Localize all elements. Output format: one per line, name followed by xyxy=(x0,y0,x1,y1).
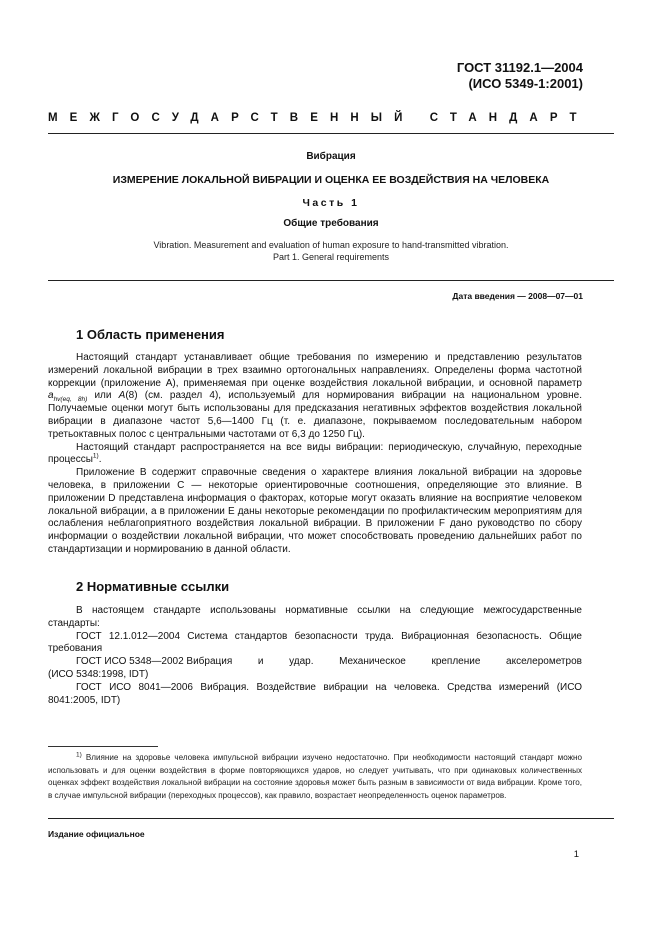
page-number: 1 xyxy=(573,849,579,860)
english-title-line2: Part 1. General requirements xyxy=(272,252,390,262)
iso-code: (ИСО 5349-1:2001) xyxy=(468,76,583,91)
footnote-text: Влияние на здоровье человека импульсной вибрации изучено недостаточно. При необходимости настоящий стандарт можно использовать и для оценки воздействия в форме повторяющихся ударов, но следует учитывать, что при одинаковых количественных оценках эффект воздействия локальной вибрации на состояние здоровья может быть разным в зависимости от вида вибрации. Кроме того, в случае импульсной вибрации (переходных процессов), как правило, возрастает неопределенность оценок параметров. xyxy=(48,753,583,800)
reference-gost-iso-5348-line: ГОСТ ИСО 5348—2002 Вибрация и удар. Механическое крепление акселерометров xyxy=(76,656,582,668)
interstate-standard-label: МЕЖГОСУДАРСТВЕННЫЙ СТАНДАРТ xyxy=(48,112,589,124)
footnote-rule xyxy=(48,746,158,747)
gost-code: ГОСТ 31192.1—2004 xyxy=(456,60,583,75)
english-title-line1: Vibration. Measurement and evaluation of human exposure to hand-transmitted vibration. xyxy=(153,240,509,250)
reference-gost-iso-5348-tail: (ИСО 5348:1998, IDT) xyxy=(48,668,149,680)
section-2-heading: 2 Нормативные ссылки xyxy=(76,579,230,594)
section-2-intro: В настоящем стандарте использованы нормативные ссылки на следующие межгосударственные стандарты: xyxy=(48,605,582,629)
title-topic: Вибрация xyxy=(306,151,356,162)
section-1-paragraph-1: Настоящий стандарт устанавливает общие требования по измерению и представлению результатов измерений локальной вибрации в трех взаимно ортогональных направлениях. Определены форма частотной коррекции (приложение А), применяемая при оценке воздействия локальной вибрации, и основной параметр $a_{hv(eq, 8h)}$ или A(8) (см. раздел 4), используемый для нормирования вибрации на национальном уровне. Получаемые оценки могут быть использованы для предсказания негативных эффектов воздействия локальной вибрации в диапазоне частот 5,6—1400 Гц (т. е. диапазоне, покрываемом последовательным набором третьоктавных полос с центральными частотами от 6,3 до 1250 Гц). xyxy=(48,352,582,440)
footnote-reference[interactable]: 1) xyxy=(92,453,99,461)
reference-gost-12-1-012: ГОСТ 12.1.012—2004 Система стандартов безопасности труда. Вибрационная безопасность. Общие требования xyxy=(48,630,582,655)
section-2-body xyxy=(48,605,582,707)
header-rule xyxy=(48,133,614,134)
section-1-body xyxy=(48,352,582,557)
title-subtitle: Общие требования xyxy=(283,218,379,229)
standard-code-block xyxy=(457,60,583,92)
title-main: ИЗМЕРЕНИЕ ЛОКАЛЬНОЙ ВИБРАЦИИ И ОЦЕНКА ЕЕ ВОЗДЕЙСТВИЯ НА ЧЕЛОВЕКА xyxy=(112,174,550,186)
title-part: Часть 1 xyxy=(302,197,360,209)
section-1-paragraph-3: Приложение В содержит справочные сведения о характере влияния локальной вибрации на здоровье человека, в приложении С — некоторые ориентировочные соотношения, определяющие это влияние. В приложении D представлена информация о факторах, которые могут оказать влияние на восприятие человеком локальной вибрации, а в приложении Е даны некоторые рекомендации по профилактическим мероприятиям для ослабления неблагоприятного воздействия локальной вибрации. В приложении F дано руководство по сбору информации о воздействии локальной вибрации, что может способствовать проведению дальнейших работ по стандартизации и нормированию в данной области. xyxy=(48,467,582,555)
section-1-paragraph-2: Настоящий стандарт распространяется на все виды вибрации: периодическую, случайную, переходные процессы$^{1)}$. xyxy=(48,441,582,466)
reference-gost-iso-8041: ГОСТ ИСО 8041—2006 Вибрация. Воздействие вибрации на человека. Средства измерений (ИСО 8041:2005, IDT) xyxy=(48,681,582,706)
title-rule xyxy=(48,280,614,281)
footnote xyxy=(48,752,582,802)
official-edition-label: Издание официальное xyxy=(48,829,145,839)
section-1-heading: 1 Область применения xyxy=(76,327,225,342)
introduction-date: Дата введения — 2008—07—01 xyxy=(452,291,583,301)
edition-rule xyxy=(48,818,614,819)
footnote-marker: 1) xyxy=(76,751,82,759)
